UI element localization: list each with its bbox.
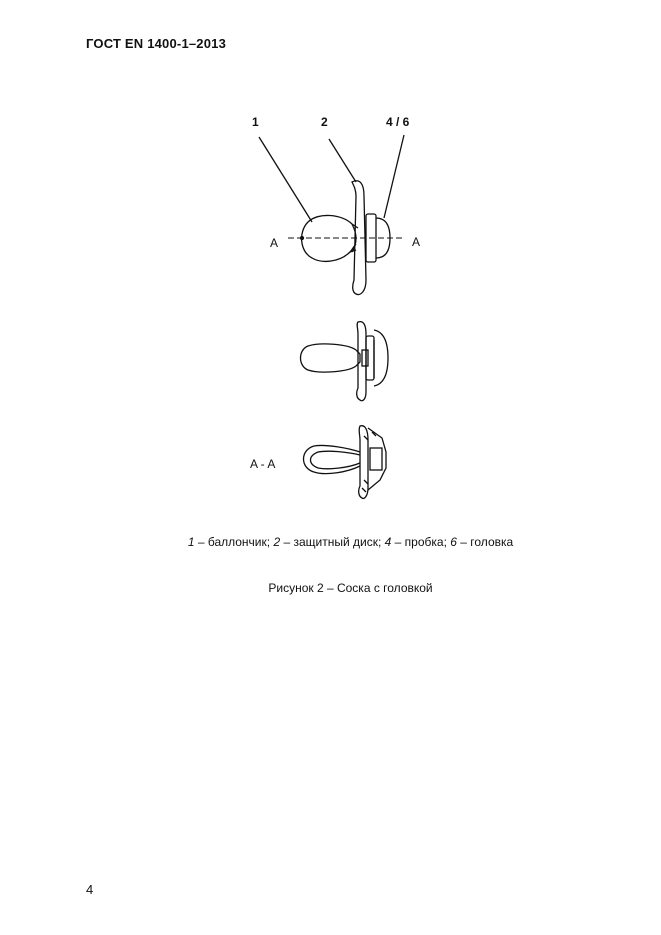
leader-1 — [259, 137, 312, 222]
legend-num-1: 1 — [187, 535, 195, 549]
legend-text-2: – защитный диск; — [280, 535, 385, 549]
section-mark-right: A — [412, 235, 421, 249]
figure-caption: Рисунок 2 – Соска с головкой — [268, 581, 433, 595]
pacifier-top-view — [301, 322, 389, 401]
page-number: 4 — [86, 882, 94, 897]
legend-num-2: 2 — [273, 535, 281, 549]
pacifier-side-view — [259, 135, 404, 294]
section-label: A - A — [250, 457, 276, 471]
legend-num-6: 6 — [450, 535, 457, 549]
document-header: ГОСТ EN 1400-1–2013 — [86, 36, 227, 51]
callout-2: 2 — [321, 115, 328, 129]
legend-text-1: – баллончик; — [194, 535, 274, 549]
callout-46: 4 / 6 — [386, 115, 410, 129]
legend-text-4: – пробка; — [391, 535, 451, 549]
legend-num-4: 4 — [384, 535, 392, 549]
leader-2 — [329, 139, 356, 182]
leader-46 — [384, 135, 404, 218]
legend-text-6: – головка — [456, 535, 514, 549]
callout-1: 1 — [252, 115, 259, 129]
pacifier-section-view — [304, 426, 387, 499]
figure-legend — [0, 535, 661, 549]
section-mark-left: A — [270, 236, 279, 250]
